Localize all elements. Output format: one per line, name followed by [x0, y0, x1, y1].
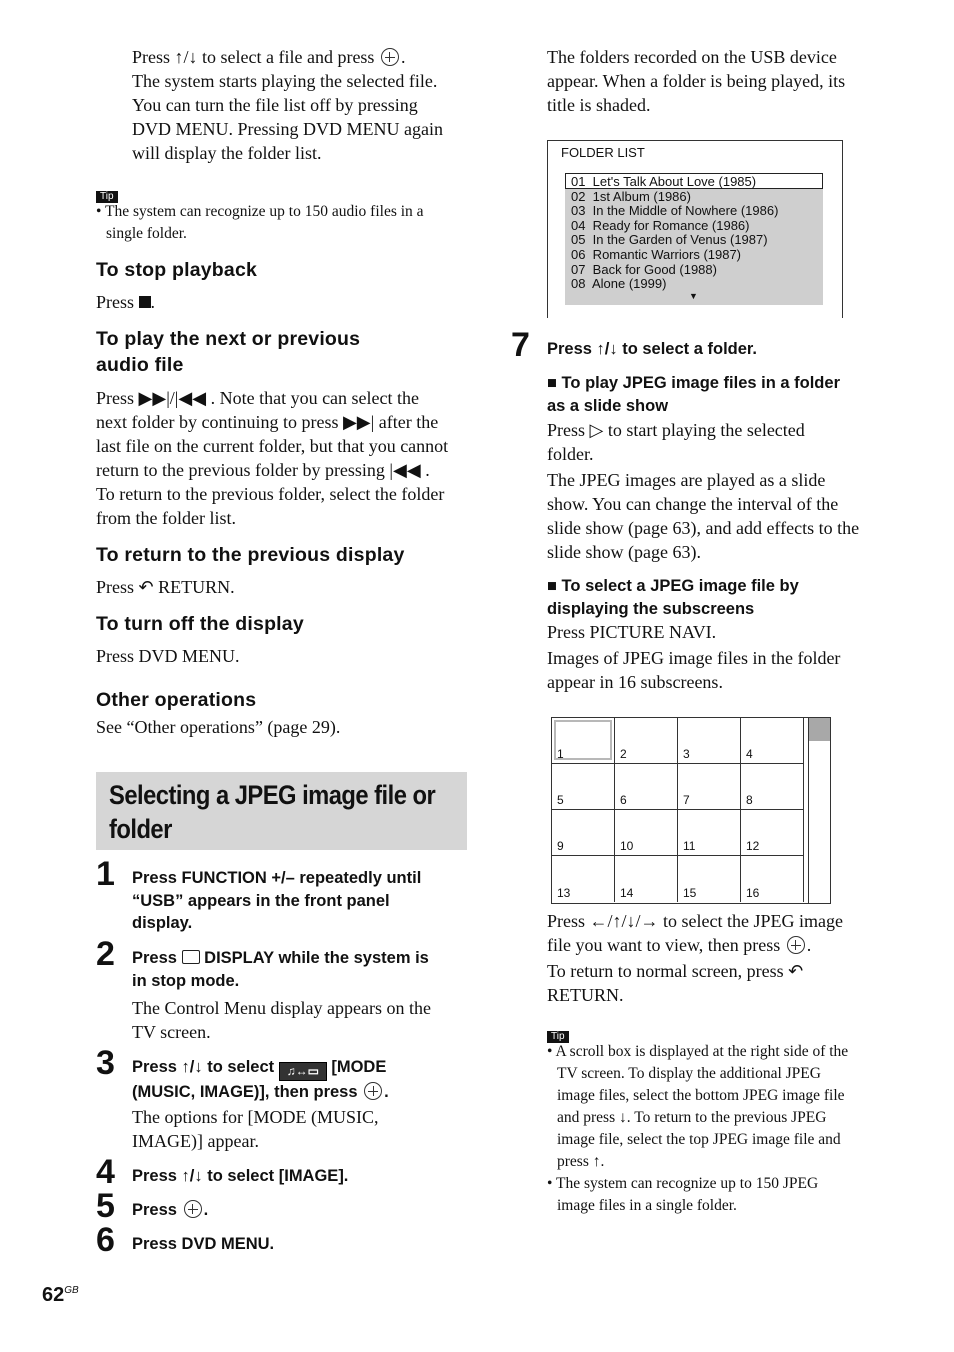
intro-paragraph: Press ↑/↓ to select a file and press . The system starts playing the selected file. You can turn the file list off by pressing DVD MENU. Pressing DVD MENU again will display the folder list.: [132, 47, 443, 163]
subscreen-grid: [551, 717, 831, 904]
slideshow-heading: ■ To play JPEG image files in a folder as a slide show: [547, 374, 840, 415]
step-4-text: Press ↑/↓ to select [IMAGE].: [132, 1167, 349, 1185]
subscreen-cell[interactable]: 4: [741, 718, 804, 764]
enter-button-icon: [184, 1200, 202, 1218]
step-3-body: The options for [MODE (MUSIC, IMAGE)] appear.: [132, 1107, 379, 1151]
next-text: Press ▶▶|/|◀◀ . Note that you can select the next folder by continuing to press ▶▶| after the last file on the current folder, but that you cannot return to the previous folder by pressing |◀◀ . To return to the previous folder, select the folder from the folder list.: [96, 388, 449, 528]
step-number: 6: [96, 1221, 115, 1259]
scrollbar-track[interactable]: [808, 718, 830, 903]
subscreen-cell[interactable]: 14: [615, 856, 678, 902]
subscreen-cell[interactable]: 15: [678, 856, 741, 902]
enter-button-icon: [787, 936, 805, 954]
after-grid-text: Press ←/↑/↓/→ to select the JPEG image file you want to view, then press . To return to normal screen, press ↶ RETURN.: [547, 911, 843, 1005]
subscreen-cell[interactable]: 16: [741, 856, 804, 902]
display-off-text: Press DVD MENU.: [96, 646, 240, 666]
step-number: 1: [96, 855, 115, 893]
folder-row[interactable]: 03 In the Middle of Nowhere (1986): [571, 203, 779, 219]
slideshow-text: Press ▷ to start playing the selected folder. The JPEG images are played as a slide show. You can change the interval of the slide show (page 63), and add effects to the slide show (page 63).: [547, 420, 860, 562]
folders-intro: The folders recorded on the USB device appear. When a folder is being played, its title is shaded.: [547, 47, 846, 115]
enter-button-icon: [381, 48, 399, 66]
step-5-text: Press .: [132, 1201, 209, 1219]
step-number: 2: [96, 935, 115, 973]
subscreen-cell[interactable]: 2: [615, 718, 678, 764]
section-heading-stop: To stop playback: [96, 259, 258, 281]
step-2-text: Press DISPLAY while the system is in stop mode.: [132, 949, 429, 990]
step-number: 7: [511, 326, 530, 364]
stop-icon: [139, 296, 151, 308]
step-number: 3: [96, 1044, 115, 1082]
subscreen-cell[interactable]: 7: [678, 764, 741, 810]
section-heading-display-off: To turn off the display: [96, 613, 304, 635]
folder-row[interactable]: 08 Alone (1999): [571, 276, 667, 292]
scroll-box[interactable]: [809, 718, 830, 741]
section-heading-next: To play the next or previous audio file: [96, 328, 361, 376]
subscreen-cell[interactable]: 3: [678, 718, 741, 764]
section-heading-other: Other operations: [96, 689, 257, 711]
folder-row[interactable]: 07 Back for Good (1988): [571, 261, 717, 277]
section-banner: [96, 772, 467, 850]
scroll-down-icon: ▼: [689, 291, 698, 301]
folder-row[interactable]: 05 In the Garden of Venus (1987): [571, 232, 768, 248]
folder-list: [571, 175, 778, 292]
folder-list-title: FOLDER LIST: [561, 145, 645, 160]
subscreen-cell[interactable]: 5: [552, 764, 615, 810]
subscreen-cell[interactable]: 6: [615, 764, 678, 810]
subscreen-cell[interactable]: 9: [552, 810, 615, 856]
subscreen-cell[interactable]: 1: [552, 718, 615, 764]
step-2-body: The Control Menu display appears on the TV screen.: [132, 998, 431, 1042]
step-3-text: Press ↑/↓ to select ♫↔▭ [MODE (MUSIC, IMAGE)], then press .: [132, 1058, 389, 1101]
subscreen-cell[interactable]: 13: [552, 856, 615, 902]
subscreen-cell[interactable]: 10: [615, 810, 678, 856]
folder-row[interactable]: 02 1st Album (1986): [571, 188, 691, 204]
page-number: $62^{GB}$: [42, 1284, 79, 1306]
enter-button-icon: [364, 1082, 382, 1100]
mode-music-image-icon: ♫↔▭: [279, 1062, 327, 1081]
tip-text: • A scroll box is displayed at the right side of the TV screen. To display the additional JPEG image files, select the bottom JPEG image file and press ↓. To return to the previous JPEG image file, select the top JPEG image file and press ↑. • The system can recognize up to 150 JPEG image files in a single folder.: [547, 1043, 849, 1214]
folder-row[interactable]: 01 Let's Talk About Love (1985): [571, 174, 757, 189]
return-text: Press ↶ RETURN.: [96, 577, 235, 597]
tip-text: • The system can recognize up to 150 audio files in a single folder.: [96, 203, 424, 242]
display-button-icon: [182, 950, 200, 964]
tip-badge: Tip: [96, 191, 118, 203]
subscreen-text: Press PICTURE NAVI. Images of JPEG image files in the folder appear in 16 subscreens.: [547, 622, 841, 692]
step-number: 4: [96, 1153, 115, 1191]
step-6-text: Press DVD MENU.: [132, 1235, 275, 1253]
section-title: Selecting a JPEG image file or folder: [109, 780, 436, 844]
subscreen-heading: ■ To select a JPEG image file by displaying the subscreens: [547, 577, 799, 618]
stop-text: Press .: [96, 292, 156, 312]
section-heading-return: To return to the previous display: [96, 544, 405, 566]
folder-row[interactable]: 04 Ready for Romance (1986): [571, 217, 750, 233]
other-text: See “Other operations” (page 29).: [96, 717, 341, 737]
subscreen-cell[interactable]: 8: [741, 764, 804, 810]
step-number: 5: [96, 1187, 115, 1225]
step-1-text: Press FUNCTION +/– repeatedly until “USB” appears in the front panel display.: [132, 869, 422, 932]
step-7-text: Press ↑/↓ to select a folder.: [547, 340, 758, 358]
subscreen-cell[interactable]: 12: [741, 810, 804, 856]
subscreen-cell[interactable]: 11: [678, 810, 741, 856]
tip-badge: Tip: [547, 1031, 569, 1043]
folder-row[interactable]: 06 Romantic Warriors (1987): [571, 246, 742, 262]
